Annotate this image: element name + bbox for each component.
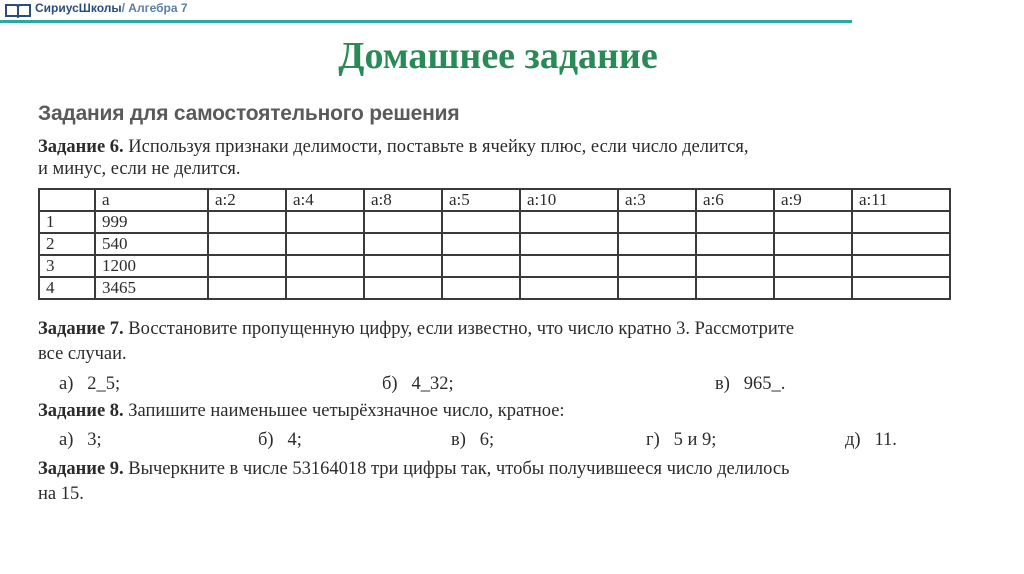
task8-option-a <box>59 430 102 451</box>
table-cell: 4 <box>39 277 95 299</box>
table-header-cell: a <box>95 189 208 211</box>
table-header-cell: a:2 <box>208 189 286 211</box>
table-answer-cell <box>852 211 950 233</box>
table-header-cell: a:10 <box>520 189 618 211</box>
table-header-cell: a:8 <box>364 189 442 211</box>
table-answer-cell <box>618 255 696 277</box>
task6-text-1: Используя признаки делимости, поставьте в ячейку плюс, если число делится, <box>128 137 749 157</box>
task7-line1 <box>38 318 794 340</box>
task9-text-1: Вычеркните в числе 53164018 три цифры так, чтобы получившееся число делилось <box>128 459 790 479</box>
table-answer-cell <box>774 211 852 233</box>
table-cell: 3465 <box>95 277 208 299</box>
option-value: 2_5; <box>87 374 121 394</box>
table-answer-cell <box>364 233 442 255</box>
top-bar <box>0 0 1024 20</box>
option-letter: д) <box>845 430 861 450</box>
table-header-cell: a:6 <box>696 189 774 211</box>
task6-line1 <box>38 136 748 158</box>
task7-label: Задание 7. <box>38 319 124 339</box>
table-cell: 3 <box>39 255 95 277</box>
brand-label <box>35 1 188 15</box>
table-answer-cell <box>442 277 520 299</box>
table-cell: 540 <box>95 233 208 255</box>
table-answer-cell <box>208 233 286 255</box>
table-cell: 999 <box>95 211 208 233</box>
option-letter: б) <box>382 374 398 394</box>
table-answer-cell <box>520 211 618 233</box>
page-title: Домашнее задание <box>338 35 658 77</box>
option-letter: б) <box>258 430 274 450</box>
table-answer-cell <box>852 255 950 277</box>
table-header-cell: a:11 <box>852 189 950 211</box>
divisibility-table <box>38 188 951 300</box>
table-row <box>39 233 950 255</box>
table-answer-cell <box>696 255 774 277</box>
table-answer-cell <box>618 277 696 299</box>
table-answer-cell <box>364 211 442 233</box>
table-answer-cell <box>852 277 950 299</box>
table-answer-cell <box>442 255 520 277</box>
task8-option-d <box>646 430 716 451</box>
table-answer-cell <box>286 277 364 299</box>
book-icon <box>4 2 32 18</box>
table-answer-cell <box>208 277 286 299</box>
section-title: Задания для самостоятельного решения <box>38 102 460 125</box>
task8-line <box>38 400 565 422</box>
task9-text-2: на 15. <box>38 484 84 504</box>
option-letter: а) <box>59 374 74 394</box>
task8-text: Запишите наименьшее четырёхзначное число, кратное: <box>128 401 565 421</box>
brand-main: СириусШколы <box>35 1 122 15</box>
task7-option-a <box>59 374 120 395</box>
option-value: 4_32; <box>411 374 454 394</box>
table-answer-cell <box>364 255 442 277</box>
table-answer-cell <box>696 277 774 299</box>
table-header-cell <box>39 189 95 211</box>
table-answer-cell <box>208 211 286 233</box>
option-letter: г) <box>646 430 660 450</box>
option-letter: а) <box>59 430 74 450</box>
option-value: 965_. <box>743 374 786 394</box>
table-header-row <box>39 189 950 211</box>
table-answer-cell <box>618 233 696 255</box>
table-answer-cell <box>286 233 364 255</box>
task7-text-2: все случаи. <box>38 344 127 364</box>
table-row <box>39 211 950 233</box>
table-cell: 2 <box>39 233 95 255</box>
table-cell: 1 <box>39 211 95 233</box>
table-answer-cell <box>520 233 618 255</box>
task6-label: Задание 6. <box>38 137 124 157</box>
table-answer-cell <box>442 211 520 233</box>
task9-label: Задание 9. <box>38 459 124 479</box>
table-answer-cell <box>696 211 774 233</box>
task7-option-c <box>715 374 785 395</box>
table-answer-cell <box>286 255 364 277</box>
option-value: 3; <box>87 430 102 450</box>
table-answer-cell <box>208 255 286 277</box>
brand-sub: / Алгебра 7 <box>121 1 188 15</box>
table-cell: 1200 <box>95 255 208 277</box>
task6-text-2: и минус, если не делится. <box>38 159 241 179</box>
table-answer-cell <box>520 277 618 299</box>
task7-option-b <box>382 374 454 395</box>
table-answer-cell <box>618 211 696 233</box>
task8-label: Задание 8. <box>38 401 124 421</box>
table-answer-cell <box>442 233 520 255</box>
table-header-cell: a:3 <box>618 189 696 211</box>
header-rule <box>0 20 852 23</box>
task8-option-b <box>258 430 302 451</box>
option-value: 11. <box>874 430 897 450</box>
table-row <box>39 255 950 277</box>
table-header-cell: a:4 <box>286 189 364 211</box>
table-answer-cell <box>696 233 774 255</box>
table-answer-cell <box>520 255 618 277</box>
table-answer-cell <box>774 277 852 299</box>
task7-text-1: Восстановите пропущенную цифру, если известно, что число кратно 3. Рассмотрите <box>128 319 795 339</box>
option-letter: в) <box>715 374 730 394</box>
option-value: 5 и 9; <box>673 430 717 450</box>
option-value: 6; <box>479 430 495 450</box>
table-answer-cell <box>364 277 442 299</box>
table-header-cell: a:5 <box>442 189 520 211</box>
table-answer-cell <box>774 255 852 277</box>
table-answer-cell <box>852 233 950 255</box>
table-row <box>39 277 950 299</box>
table-header-cell: a:9 <box>774 189 852 211</box>
task9-line1 <box>38 458 789 480</box>
task8-option-c <box>451 430 494 451</box>
task8-option-e <box>845 430 897 451</box>
option-letter: в) <box>451 430 466 450</box>
table-answer-cell <box>774 233 852 255</box>
option-value: 4; <box>287 430 302 450</box>
table-answer-cell <box>286 211 364 233</box>
